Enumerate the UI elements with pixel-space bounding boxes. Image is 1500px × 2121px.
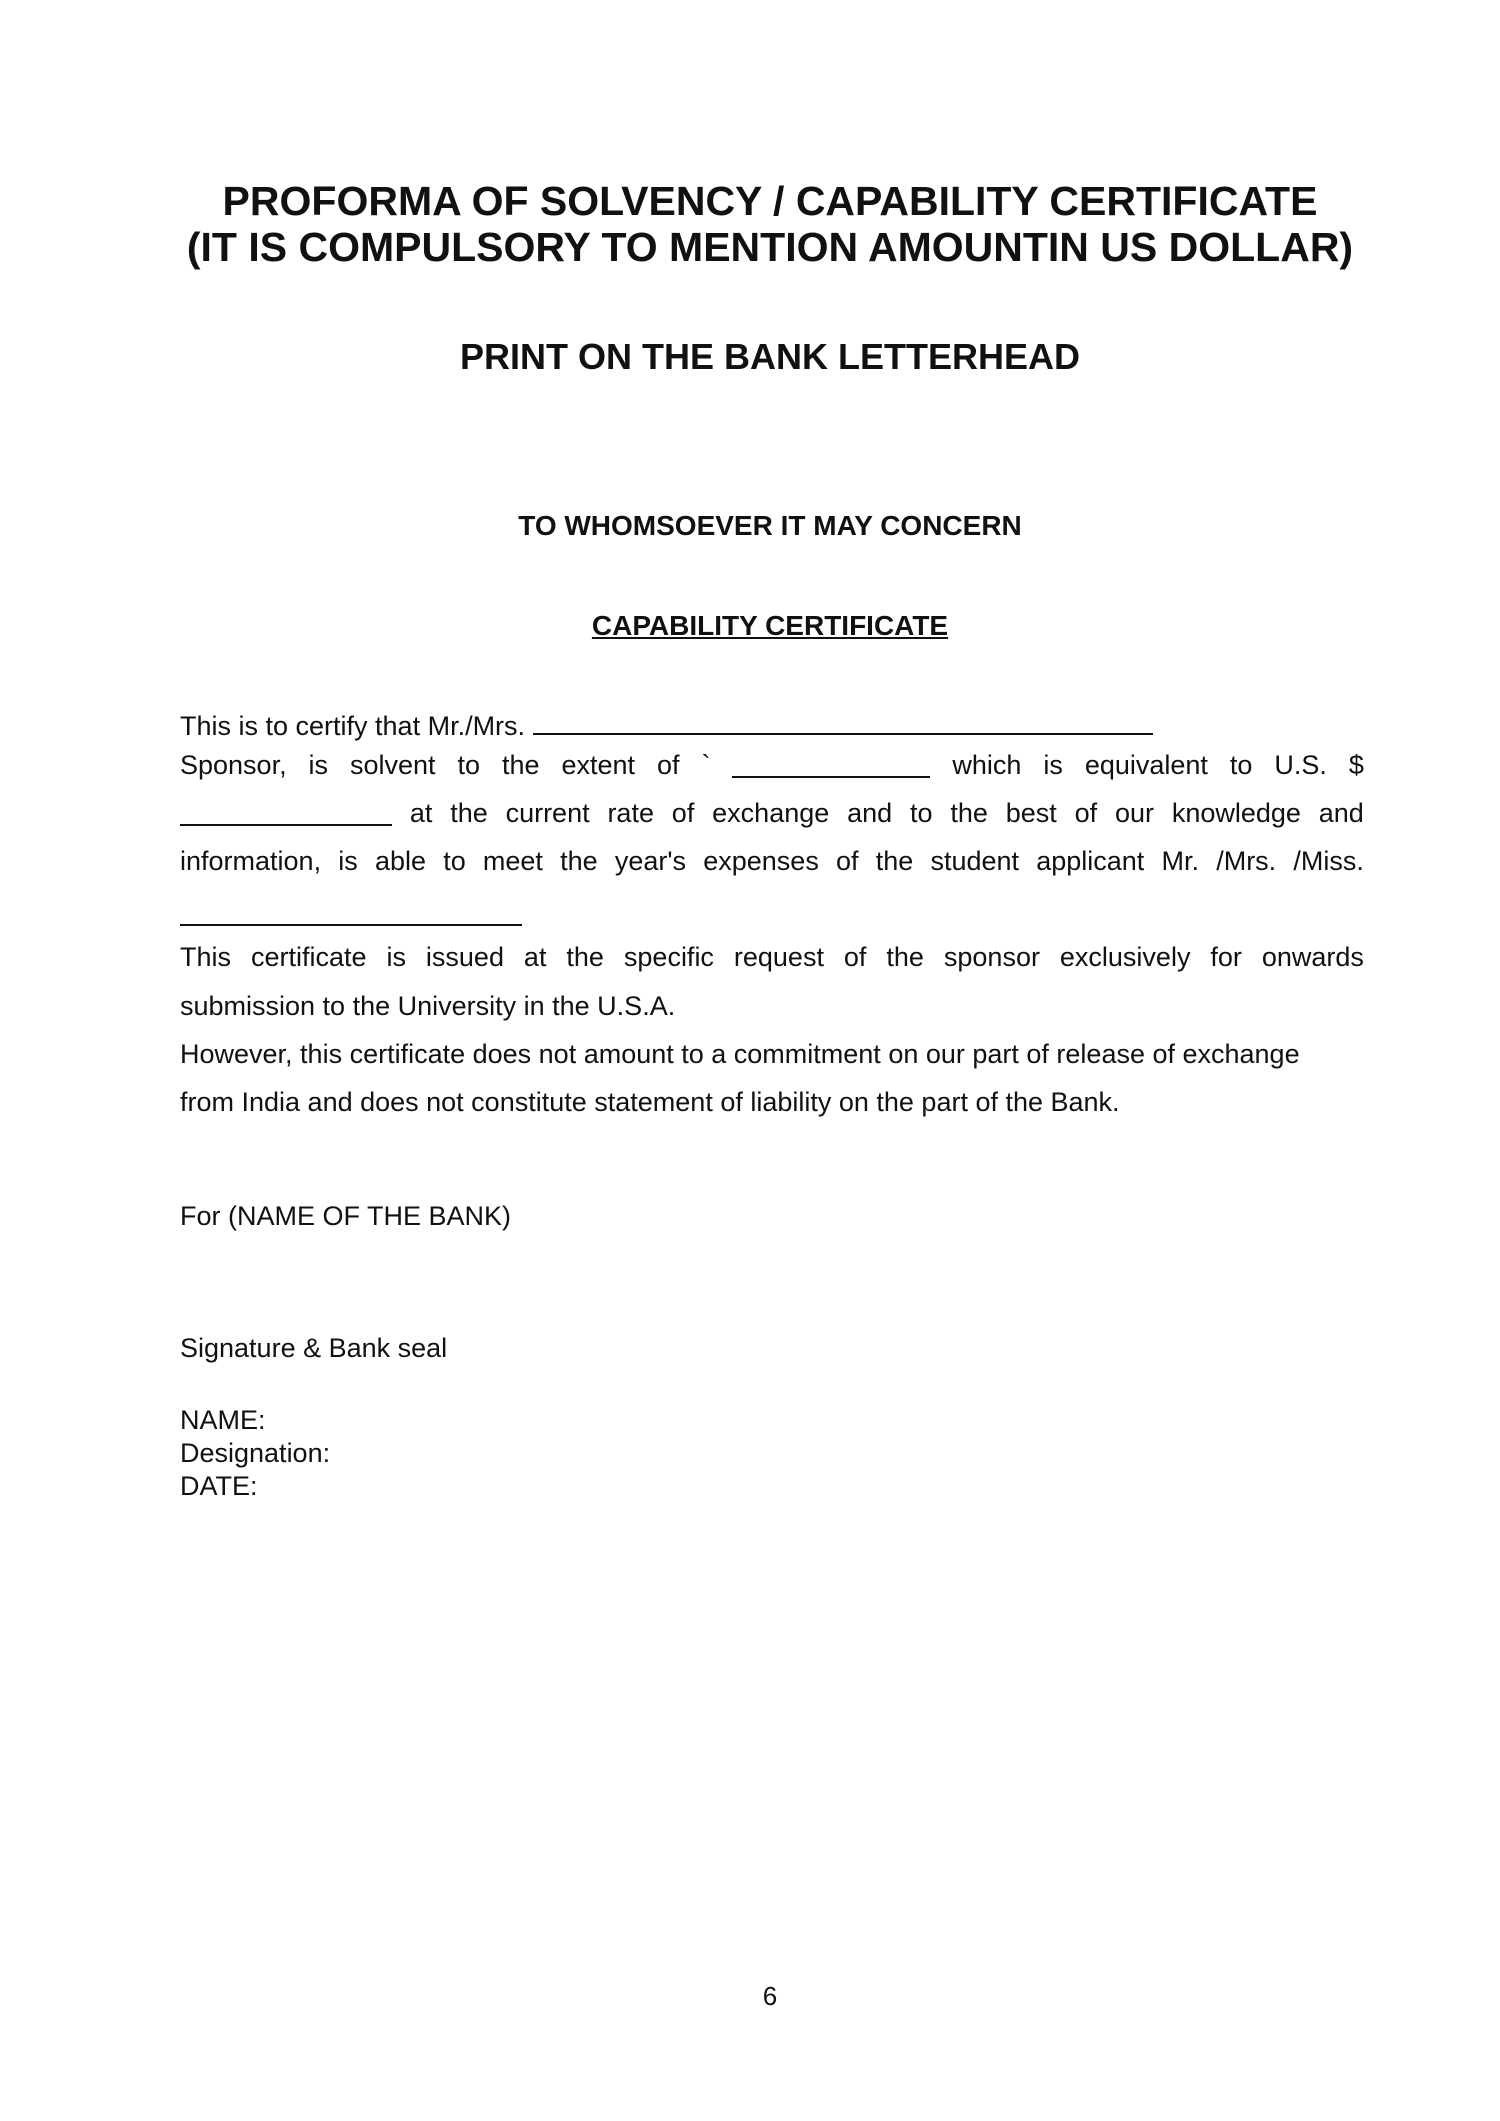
word: year's <box>614 846 687 876</box>
word: ` <box>701 750 711 780</box>
word: able <box>374 846 426 876</box>
word: is <box>386 942 406 972</box>
date-label: DATE: <box>180 1471 258 1501</box>
word: current <box>505 798 590 828</box>
word: request <box>733 942 824 972</box>
word: equivalent <box>1084 750 1208 780</box>
word: U.S. <box>1274 750 1327 780</box>
word: information, <box>180 846 322 876</box>
word: extent <box>561 750 636 780</box>
submission-line: submission to the University in the U.S.A. <box>180 991 676 1021</box>
word: certificate <box>250 942 367 972</box>
word: our <box>1114 798 1154 828</box>
word: the <box>950 798 988 828</box>
word: /Miss. <box>1293 846 1364 876</box>
word: Mr. <box>1161 846 1200 876</box>
student-name-blank <box>180 904 522 926</box>
word: is <box>308 750 329 780</box>
word: of <box>843 942 867 972</box>
word: rate <box>607 798 654 828</box>
amount-usd-blank <box>180 798 392 826</box>
certify-line <box>180 702 1153 750</box>
document-title-line-2: (IT IS COMPULSORY TO MENTION AMOUNTIN US DOLLAR) <box>186 224 1354 270</box>
word: at <box>409 798 433 828</box>
designation-label: Designation: <box>180 1438 331 1468</box>
issued-line <box>180 942 1364 973</box>
amount-inr-blank <box>732 750 930 778</box>
word: the <box>501 750 540 780</box>
word: sponsor <box>943 942 1040 972</box>
word: Sponsor, <box>180 750 287 780</box>
word: to <box>457 750 481 780</box>
salutation: TO WHOMSOEVER IT MAY CONCERN <box>518 510 1022 541</box>
name-label: NAME: <box>180 1405 266 1435</box>
word: and <box>1318 798 1364 828</box>
certify-text: This is to certify that Mr./Mrs. <box>180 711 526 741</box>
word: the <box>450 798 488 828</box>
word: to <box>443 846 466 876</box>
word: exclusively <box>1059 942 1191 972</box>
word: best <box>1005 798 1057 828</box>
letterhead-instruction: PRINT ON THE BANK LETTERHEAD <box>460 336 1080 377</box>
word: meet <box>482 846 543 876</box>
word: This <box>180 942 232 972</box>
word: expenses <box>703 846 819 876</box>
word: and <box>847 798 893 828</box>
word: the <box>886 942 924 972</box>
exchange-line <box>180 798 1364 829</box>
word: issued <box>425 942 504 972</box>
word: to <box>1229 750 1253 780</box>
word: solvent <box>349 750 436 780</box>
word: knowledge <box>1171 798 1301 828</box>
word: of <box>836 846 859 876</box>
word: student <box>930 846 1020 876</box>
document-title-line-1: PROFORMA OF SOLVENCY / CAPABILITY CERTIFICATE <box>222 178 1318 224</box>
word: is <box>1043 750 1063 780</box>
word: of <box>671 798 695 828</box>
word: exchange <box>712 798 830 828</box>
bank-name-label: For (NAME OF THE BANK) <box>180 1201 512 1231</box>
word: for <box>1210 942 1242 972</box>
word: the <box>566 942 604 972</box>
word: at <box>523 942 547 972</box>
commitment-line: However, this certificate does not amount to a commitment on our part of release of exchange <box>180 1039 1300 1069</box>
certificate-heading: CAPABILITY CERTIFICATE <box>591 610 949 641</box>
word: of <box>1074 798 1098 828</box>
word: onwards <box>1261 942 1364 972</box>
liability-line: from India and does not constitute statement of liability on the part of the Bank. <box>180 1087 1120 1117</box>
word: the <box>875 846 914 876</box>
word: applicant <box>1036 846 1145 876</box>
word: the <box>560 846 598 876</box>
word: to <box>909 798 933 828</box>
word: specific <box>623 942 714 972</box>
information-line <box>180 846 1364 877</box>
word: of <box>657 750 680 780</box>
word: /Mrs. <box>1216 846 1277 876</box>
solvent-line <box>180 750 1364 781</box>
page-number: 6 <box>762 1981 778 2011</box>
word: is <box>338 846 358 876</box>
sponsor-name-blank <box>533 707 1153 735</box>
word: which <box>952 750 1022 780</box>
signature-label: Signature & Bank seal <box>180 1333 448 1363</box>
word: $ <box>1348 750 1364 780</box>
